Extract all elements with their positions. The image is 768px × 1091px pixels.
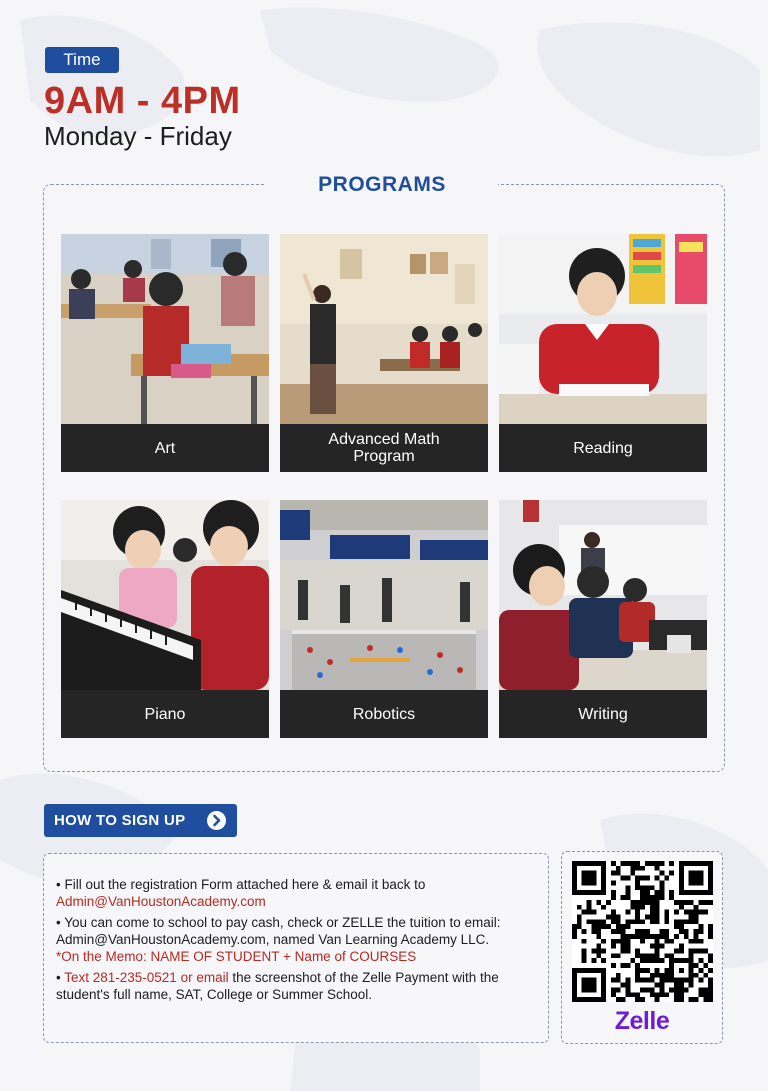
how-to-sign-up-label: HOW TO SIGN UP [54, 812, 186, 829]
instruction-payment-text: • You can come to school to pay cash, check or ZELLE the tuition to email: Admin@VanHoustonAcademy.com, named Van Learning Academy LLC. [56, 915, 501, 947]
reading-class-photo [499, 234, 707, 424]
sign-up-instructions [43, 853, 549, 1043]
program-tile-advanced-math[interactable] [280, 234, 488, 472]
program-label-advanced-math: Advanced Math Program [280, 424, 488, 472]
robotics-class-photo [280, 500, 488, 690]
instruction-bullet: • [56, 970, 65, 985]
program-tile-reading[interactable] [499, 234, 707, 472]
piano-class-photo [61, 500, 269, 690]
contact-phone-text: Text 281-235-0521 or email [64, 970, 229, 985]
instruction-screenshot [56, 969, 538, 1003]
math-class-photo [280, 234, 488, 424]
writing-class-photo [499, 500, 707, 690]
program-label-reading: Reading [499, 424, 707, 472]
memo-note: *On the Memo: NAME OF STUDENT + Name of COURSES [56, 949, 417, 964]
instruction-registration-text: • Fill out the registration Form attached here & email it back to [56, 877, 426, 892]
art-class-photo [61, 234, 269, 424]
zelle-payment-panel [561, 851, 723, 1044]
program-tile-writing[interactable] [499, 500, 707, 738]
program-label-robotics: Robotics [280, 690, 488, 738]
instruction-registration [56, 876, 538, 910]
days-text: Monday - Friday [44, 121, 232, 151]
program-label-art: Art [61, 424, 269, 472]
programs-header [266, 172, 498, 198]
instruction-payment [56, 914, 538, 965]
hours-heading: 9AM - 4PM [44, 80, 241, 122]
chevron-right-icon [207, 811, 226, 830]
zelle-logo: Zelle [614, 1007, 670, 1035]
program-label-piano: Piano [61, 690, 269, 738]
admin-email-link[interactable]: Admin@VanHoustonAcademy.com [56, 894, 266, 909]
programs-title: PROGRAMS [318, 173, 446, 196]
how-to-sign-up-button[interactable] [44, 804, 237, 837]
program-tile-robotics[interactable] [280, 500, 488, 738]
program-tile-piano[interactable] [61, 500, 269, 738]
qr-code-icon[interactable] [572, 861, 713, 1002]
program-tile-art[interactable] [61, 234, 269, 472]
program-label-writing: Writing [499, 690, 707, 738]
instruction-screenshot-text: the screenshot of the Zelle Payment with the student's full name, SAT, College or Summer School. [56, 970, 499, 1002]
time-badge: Time [45, 47, 119, 73]
